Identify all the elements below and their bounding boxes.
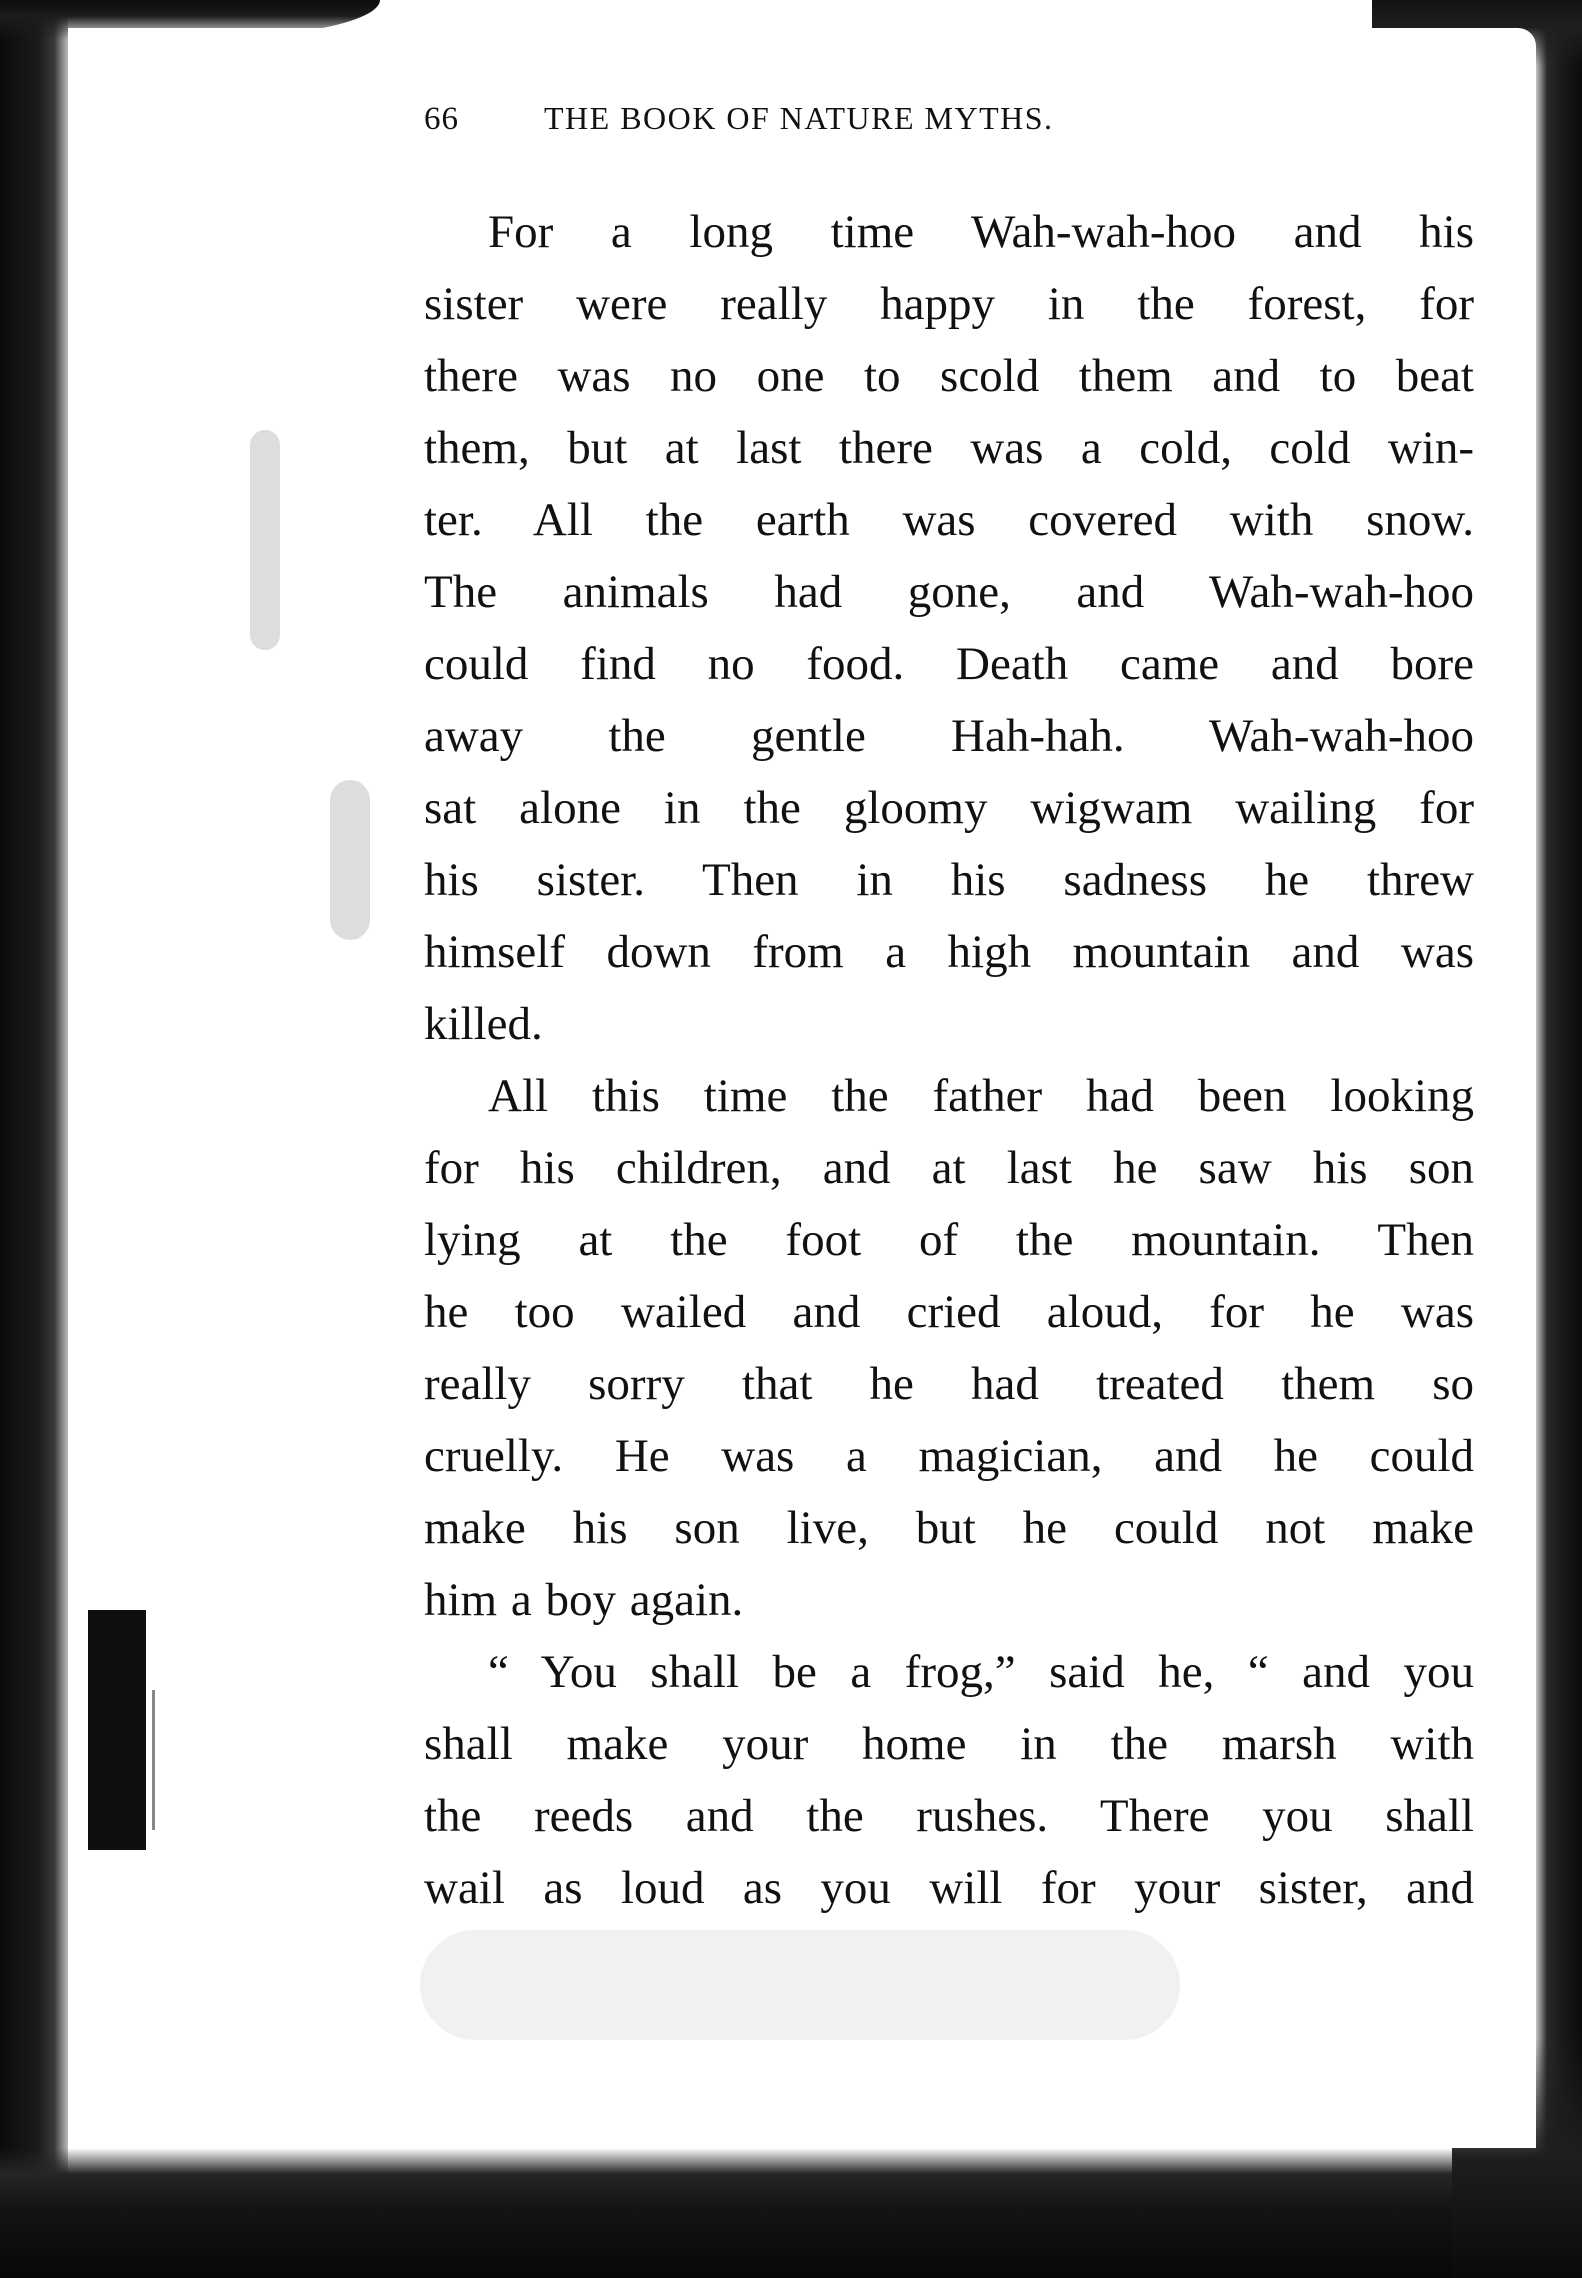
text-line: them, but at last there was a cold, cold win- [424, 422, 1474, 474]
paper-speckle [250, 430, 280, 650]
text-line: the reeds and the rushes. There you shall [424, 1790, 1474, 1842]
running-title: THE BOOK OF NATURE MYTHS. [544, 100, 1054, 136]
scan-border-bottom [0, 2148, 1582, 2278]
text-line: make his son live, but he could not make [424, 1502, 1474, 1554]
text-line: wail as loud as you will for your sister, and [424, 1862, 1474, 1914]
text-line: ter. All the earth was covered with snow. [424, 494, 1474, 546]
body-text [424, 196, 1474, 1924]
text-line: his sister. Then in his sadness he threw [424, 854, 1474, 906]
text-line: away the gentle Hah-hah. Wah-wah-hoo [424, 710, 1474, 762]
text-line: there was no one to scold them and to beat [424, 350, 1474, 402]
ink-bleed-mark [88, 1610, 146, 1850]
text-line: cruelly. He was a magician, and he could [424, 1430, 1474, 1482]
text-line: for his children, and at last he saw his son [424, 1142, 1474, 1194]
text-line: him a boy again. [424, 1574, 744, 1626]
paper-speckle [420, 1930, 1180, 2040]
paragraph [424, 1060, 1474, 1636]
text-line: he too wailed and cried aloud, for he was [424, 1286, 1474, 1338]
paragraph [424, 196, 1474, 1060]
text-line: For a long time Wah-wah-hoo and his [488, 206, 1474, 258]
text-line: shall make your home in the marsh with [424, 1718, 1474, 1770]
text-line: sat alone in the gloomy wigwam wailing for [424, 782, 1474, 834]
paper-speckle [330, 780, 370, 940]
ink-bleed-line [152, 1690, 155, 1830]
text-line: All this time the father had been looking [488, 1070, 1474, 1122]
text-line: lying at the foot of the mountain. Then [424, 1214, 1474, 1266]
text-line: sister were really happy in the forest, for [424, 278, 1474, 330]
scan-border-left [0, 0, 68, 2278]
text-line: really sorry that he had treated them so [424, 1358, 1474, 1410]
text-line: “ You shall be a frog,” said he, “ and you [488, 1646, 1474, 1698]
text-line: killed. [424, 998, 543, 1050]
text-line: The animals had gone, and Wah-wah-hoo [424, 566, 1474, 618]
page-text-block [424, 100, 1474, 1924]
running-head [424, 100, 1474, 158]
text-line: himself down from a high mountain and was [424, 926, 1474, 978]
page-number: 66 [424, 101, 459, 137]
text-line: could find no food. Death came and bore [424, 638, 1474, 690]
paragraph [424, 1636, 1474, 1924]
scan-border-right [1532, 0, 1582, 2278]
